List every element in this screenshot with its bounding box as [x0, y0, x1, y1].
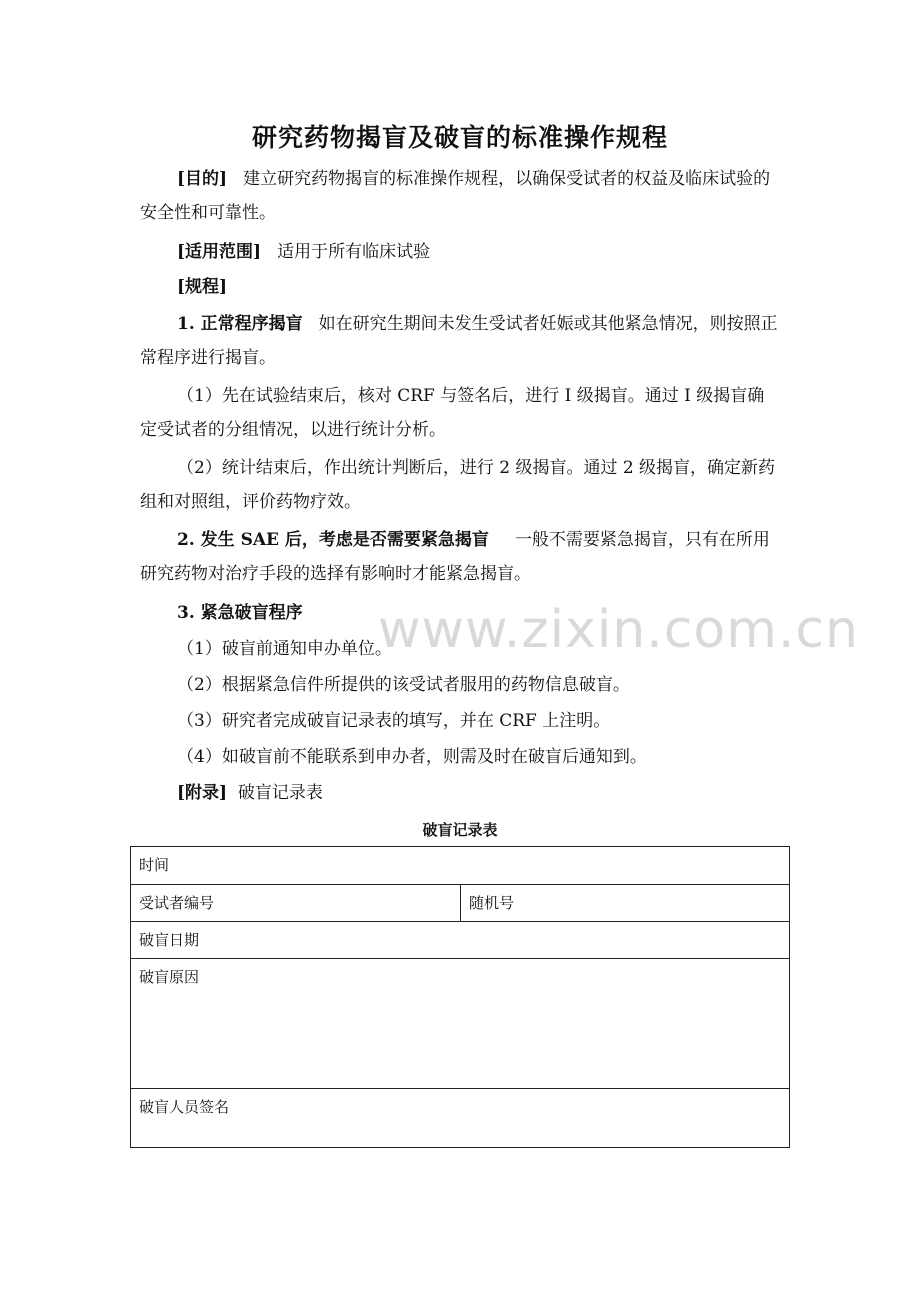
- section3-heading: 3. 紧急破盲程序: [177, 603, 303, 623]
- time-cell[interactable]: [131, 847, 790, 885]
- scope-text: 适用于所有临床试验: [277, 242, 431, 262]
- unblinding-record-table: [130, 846, 790, 1148]
- unblind-reason-label: 破盲原因: [139, 968, 200, 986]
- random-no-cell[interactable]: [461, 885, 790, 922]
- purpose-paragraph: [140, 162, 780, 230]
- watermark: www.zixin.com.cn: [378, 600, 859, 660]
- subject-no-cell[interactable]: [131, 885, 461, 922]
- signature-label: 破盲人员签名: [139, 1098, 230, 1116]
- document-title: 研究药物揭盲及破盲的标准操作规程: [251, 123, 668, 152]
- appendix-paragraph: [140, 776, 780, 810]
- table-row: [131, 847, 790, 885]
- section1-paragraph: [140, 307, 780, 375]
- appendix-label: [附录]: [177, 783, 228, 803]
- section1-item-2: （2）统计结束后，作出统计判断后，进行 2 级揭盲。通过 2 级揭盲，确定新药组和对照组，评价药物疗效。: [140, 458, 776, 512]
- section3-item-2: （2）根据紧急信件所提供的该受试者服用的药物信息破盲。: [177, 675, 630, 695]
- section1-item-1: （1）先在试验结束后，核对 CRF 与签名后，进行 I 级揭盲。通过 I 级揭盲确定受试者的分组情况，以进行统计分析。: [140, 386, 765, 440]
- record-table-title: 破盲记录表: [422, 821, 498, 839]
- section2-paragraph: [140, 523, 780, 591]
- rules-label: [规程]: [177, 277, 228, 297]
- signature-cell[interactable]: [131, 1089, 790, 1148]
- section3-item-3: （3）研究者完成破盲记录表的填写，并在 CRF 上注明。: [177, 711, 611, 731]
- table-row: [131, 885, 790, 922]
- unblind-date-cell[interactable]: [131, 922, 790, 959]
- random-no-label: 随机号: [469, 894, 515, 912]
- table-row: [131, 922, 790, 959]
- time-label: 时间: [139, 856, 170, 874]
- section1-heading: 1. 正常程序揭盲: [177, 314, 303, 334]
- purpose-label: [目的]: [177, 169, 228, 189]
- scope-label: [适用范围]: [177, 242, 262, 262]
- section2-text: 一般不需要紧急揭盲，只有在所用研究药物对治疗手段的选择有影响时才能紧急揭盲。: [140, 530, 770, 584]
- section3-heading-paragraph: [140, 596, 780, 630]
- section2-heading: 2. 发生 SAE 后，考虑是否需要紧急揭盲: [177, 530, 489, 550]
- section3-item-4: （4）如破盲前不能联系到申办者，则需及时在破盲后通知到。: [177, 747, 647, 767]
- unblind-reason-cell[interactable]: [131, 959, 790, 1089]
- section1-text: 如在研究生期间未发生受试者妊娠或其他紧急情况，则按照正常程序进行揭盲。: [140, 314, 778, 368]
- purpose-text: 建立研究药物揭盲的标准操作规程，以确保受试者的权益及临床试验的安全性和可靠性。: [140, 169, 771, 223]
- unblind-date-label: 破盲日期: [139, 931, 200, 949]
- section3-item-1: （1）破盲前通知申办单位。: [177, 639, 392, 659]
- appendix-text: 破盲记录表: [237, 783, 323, 803]
- table-row: [131, 1089, 790, 1148]
- rules-label-paragraph: [140, 270, 780, 304]
- subject-no-label: 受试者编号: [139, 894, 215, 912]
- scope-paragraph: [140, 235, 780, 269]
- table-row: [131, 959, 790, 1089]
